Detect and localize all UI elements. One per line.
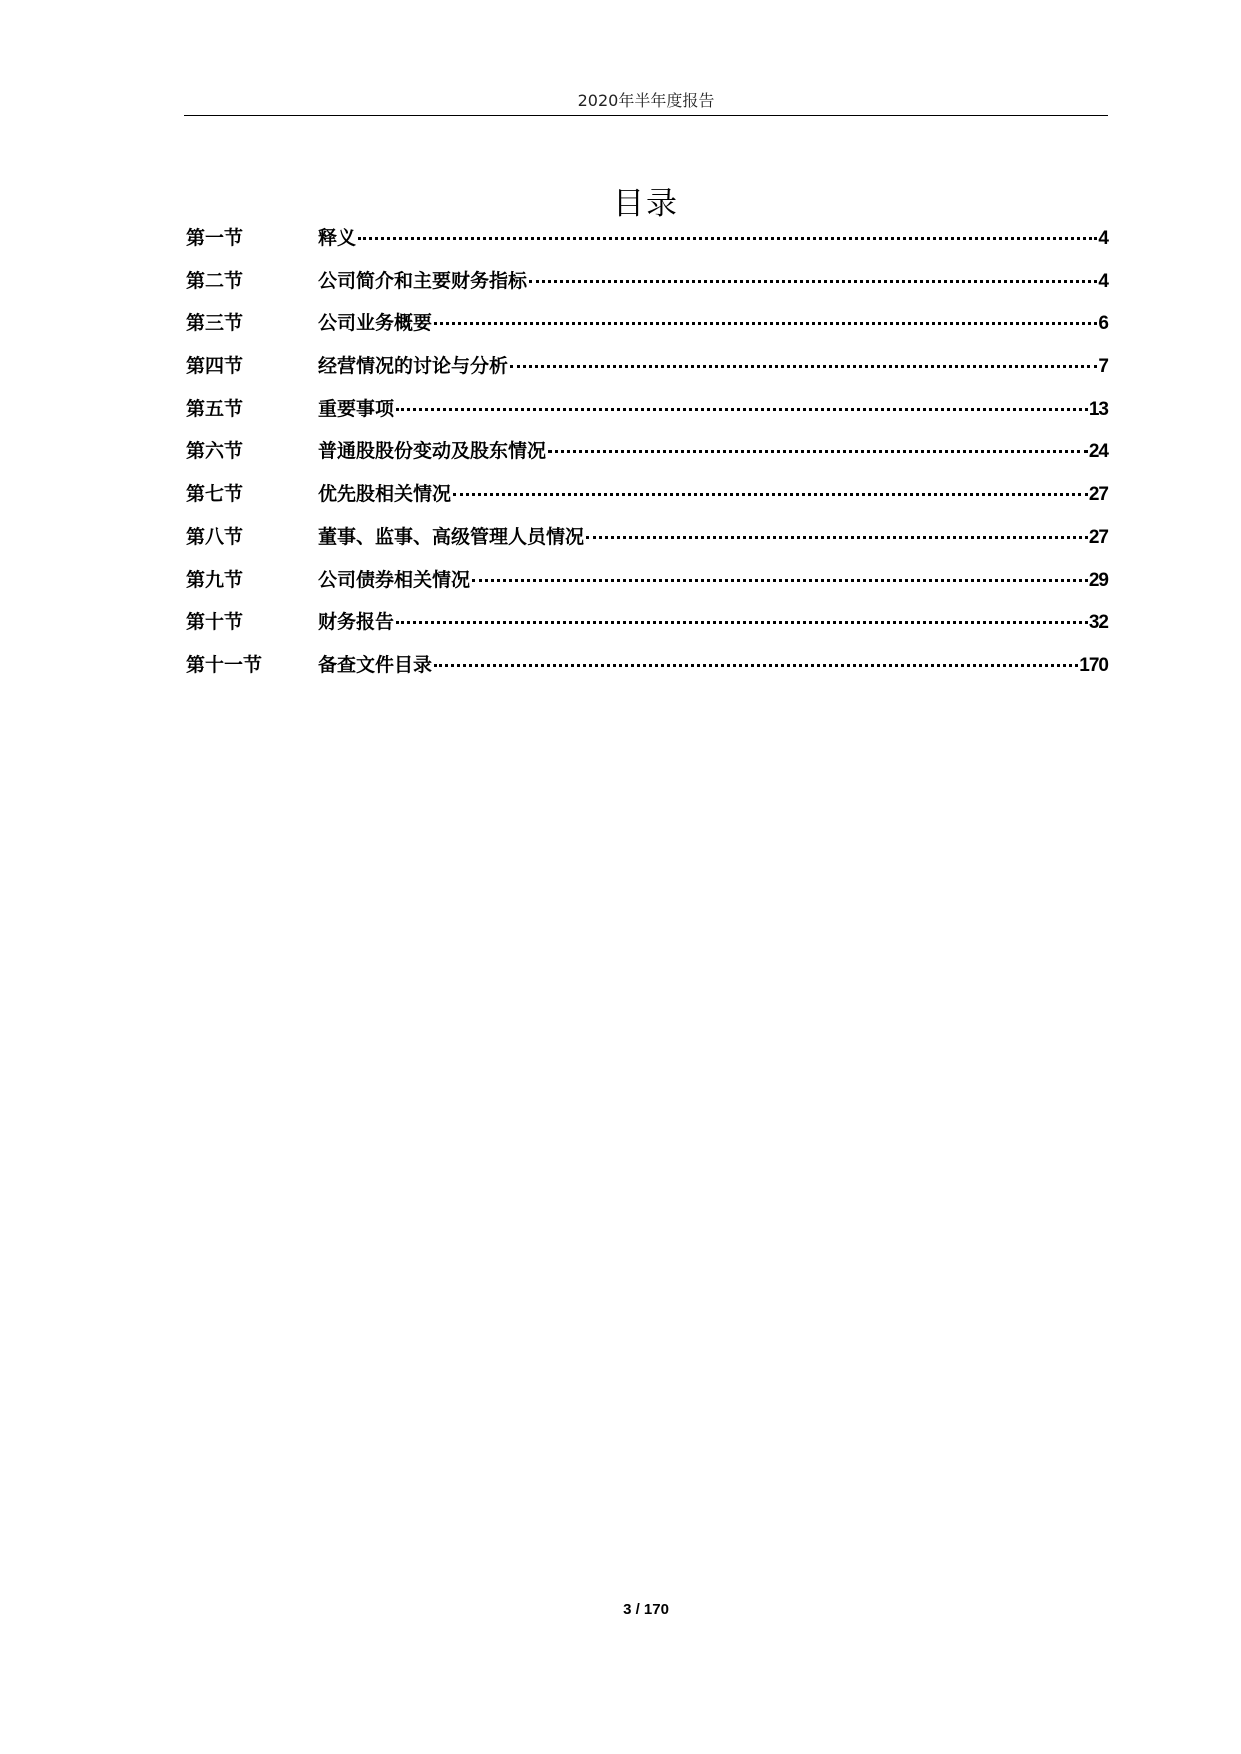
toc-dot-leader: [453, 493, 1088, 496]
toc-entry[interactable]: [186, 435, 1108, 478]
toc-dot-leader: [472, 579, 1088, 582]
header-divider: [184, 115, 1108, 116]
toc-section-number: 第四节: [186, 355, 244, 378]
toc-section-title: 释义: [318, 227, 357, 249]
toc-dot-leader: [548, 450, 1088, 453]
toc-section-title: 公司简介和主要财务指标: [318, 269, 528, 292]
toc-section-title: 经营情况的讨论与分析: [318, 355, 509, 378]
toc-section-title: 公司业务概要: [318, 312, 433, 335]
toc-section-title: 董事、监事、高级管理人员情况: [318, 525, 585, 548]
toc-section-number: 第一节: [186, 227, 244, 249]
toc-entry[interactable]: [186, 521, 1108, 564]
toc-section-title: 财务报告: [318, 611, 395, 634]
toc-entry[interactable]: [186, 350, 1108, 393]
toc-section-title: 优先股相关情况: [318, 483, 452, 506]
page-number-footer: 3 / 170: [623, 1601, 669, 1618]
toc-page-number: 4: [1098, 270, 1108, 292]
toc-section-number: 第十一节: [186, 653, 263, 676]
toc-page-number: 4: [1098, 228, 1108, 249]
toc-page-number: 6: [1098, 313, 1108, 335]
page-header: 2020年半年度报告: [577, 91, 715, 110]
toc-dot-leader: [358, 237, 1097, 240]
toc-section-title: 重要事项: [318, 397, 395, 420]
toc-dot-leader: [396, 408, 1088, 411]
toc-entry[interactable]: [186, 564, 1108, 607]
toc-section-number: 第六节: [186, 440, 244, 463]
toc-entry[interactable]: [186, 307, 1108, 350]
toc-dot-leader: [510, 365, 1097, 368]
toc-list: [186, 222, 1108, 692]
toc-section-number: 第三节: [186, 312, 244, 335]
toc-entry[interactable]: [186, 393, 1108, 436]
toc-page-number: 29: [1088, 569, 1108, 591]
toc-entry[interactable]: [186, 265, 1108, 308]
toc-entry[interactable]: [186, 222, 1108, 265]
toc-section-number: 第五节: [186, 397, 244, 420]
toc-page-number: 24: [1088, 441, 1108, 463]
toc-section-title: 公司债券相关情况: [318, 568, 471, 591]
toc-page-number: 27: [1088, 484, 1108, 506]
toc-section-number: 第九节: [186, 568, 244, 591]
toc-section-title: 备查文件目录: [318, 653, 433, 676]
toc-section-number: 第二节: [186, 269, 244, 292]
toc-page-number: 13: [1088, 398, 1108, 420]
toc-title: 目录: [613, 186, 679, 222]
toc-section-number: 第十节: [186, 611, 244, 634]
toc-page-number: 32: [1088, 612, 1108, 634]
toc-entry[interactable]: [186, 478, 1108, 521]
toc-dot-leader: [396, 621, 1088, 624]
toc-dot-leader: [529, 280, 1097, 283]
toc-page-number: 170: [1079, 654, 1108, 676]
toc-entry[interactable]: [186, 649, 1108, 692]
toc-dot-leader: [586, 536, 1088, 539]
toc-entry[interactable]: [186, 606, 1108, 649]
toc-dot-leader: [434, 322, 1097, 325]
toc-page-number: 7: [1098, 356, 1108, 378]
toc-section-number: 第七节: [186, 483, 244, 506]
toc-section-number: 第八节: [186, 525, 244, 548]
toc-dot-leader: [434, 664, 1078, 667]
toc-section-title: 普通股股份变动及股东情况: [318, 440, 547, 463]
toc-page-number: 27: [1088, 526, 1108, 548]
